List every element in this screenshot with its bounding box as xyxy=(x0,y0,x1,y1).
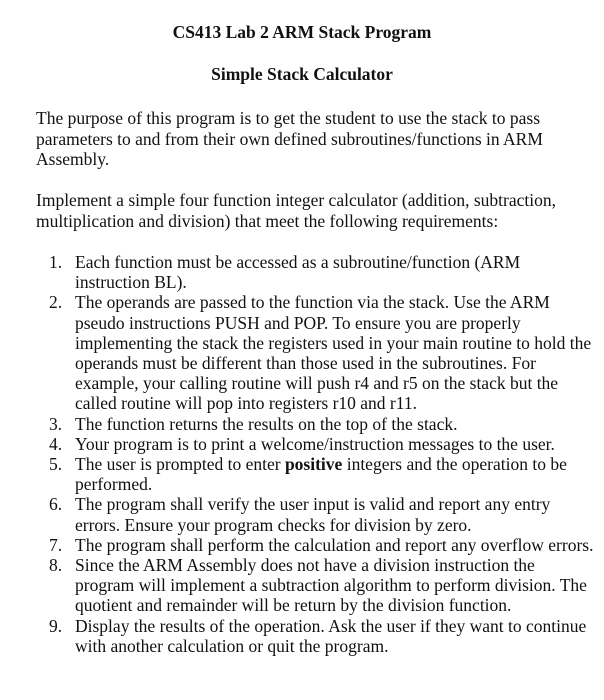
instructions-paragraph: Implement a simple four function integer calculator (addition, subtraction, multiplication and division) that meet the following requirements: xyxy=(36,190,556,231)
requirement-number: 5. xyxy=(49,454,63,475)
requirement-text: Each function must be accessed as a subroutine/function (ARM instruction BL). xyxy=(75,252,521,293)
requirement-text: The function returns the results on the top of the stack. xyxy=(75,413,458,434)
requirement-item-7 xyxy=(49,534,596,555)
requirement-number: 4. xyxy=(49,433,63,454)
requirement-number: 6. xyxy=(49,494,63,515)
requirement-text-after: integers and the operation to be performed. xyxy=(75,454,567,495)
requirement-number: 9. xyxy=(49,615,63,636)
requirement-item-2 xyxy=(49,292,596,414)
requirement-item-6 xyxy=(49,494,596,535)
requirement-item-8 xyxy=(49,555,596,616)
requirement-text: The program shall verify the user input is valid and report any entry errors. Ensure your program checks for division by zero. xyxy=(75,494,551,535)
requirement-number: 7. xyxy=(49,534,63,555)
requirement-item-3 xyxy=(49,413,596,434)
purpose-paragraph: The purpose of this program is to get the student to use the stack to pass parameters to and from their own defined subroutines/functions in ARM Assembly. xyxy=(36,108,543,169)
requirement-number: 3. xyxy=(49,413,63,434)
requirement-text-before: The user is prompted to enter xyxy=(75,454,285,475)
document-title: CS413 Lab 2 ARM Stack Program xyxy=(172,22,432,42)
requirement-item-1 xyxy=(49,252,596,293)
requirements-list xyxy=(49,252,596,656)
document-subtitle: Simple Stack Calculator xyxy=(211,64,393,84)
requirement-number: 1. xyxy=(49,252,63,272)
requirement-number: 2. xyxy=(49,292,63,313)
requirement-text: The operands are passed to the function via the stack. Use the ARM pseudo instructions PUSH and POP. To ensure you are properly implementing the stack the registers used in your main routine to hold the operands must be different than those used in the subroutines. For example, your calling routine will push r4 and r5 on the stack but the called routine will pop into registers r10 and r11. xyxy=(75,292,592,414)
requirement-text-bold: positive xyxy=(284,454,343,475)
requirement-text: Display the results of the operation. Ask the user if they want to continue with another calculation or quit the program. xyxy=(75,615,587,656)
requirement-text: Your program is to print a welcome/instruction messages to the user. xyxy=(75,433,555,454)
requirement-number: 8. xyxy=(49,555,63,576)
requirement-item-4 xyxy=(49,433,596,454)
requirement-text: Since the ARM Assembly does not have a division instruction the program will implement a subtraction algorithm to perform division. The quotient and remainder will be return by the division function. xyxy=(75,555,587,616)
requirement-item-9 xyxy=(49,615,596,656)
requirement-text: The program shall perform the calculation and report any overflow errors. xyxy=(75,534,594,555)
requirement-item-5 xyxy=(49,454,596,495)
